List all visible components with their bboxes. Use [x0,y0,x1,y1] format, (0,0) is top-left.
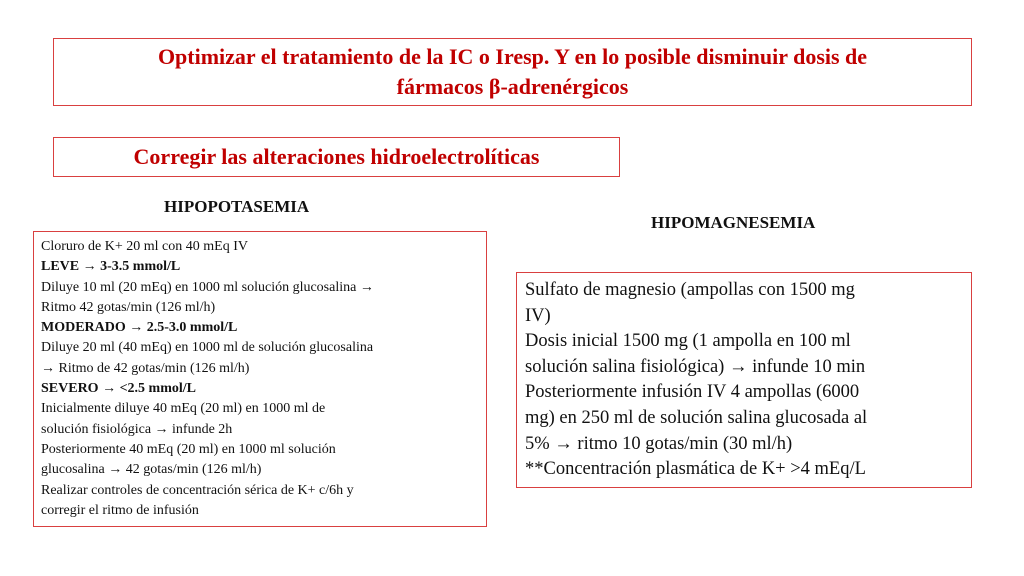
title-line-2: fármacos β-adrenérgicos [396,74,629,99]
k-line: Ritmo 42 gotas/min (126 ml/h) [41,299,216,315]
title-line-1: Optimizar el tratamiento de la IC o Iresp. Y en lo posible disminuir dosis de [157,44,868,69]
k-line: Inicialmente diluye 40 mEq (20 ml) en 1000 ml de [41,401,326,417]
k-line: → Ritmo de 42 gotas/min (126 ml/h) [41,360,250,376]
mg-line: 5% → ritmo 10 gotas/min (30 ml/h) [525,433,793,454]
mg-line: mg) en 250 ml de solución salina glucosada al [525,407,868,428]
k-line: solución fisiológica → infunde 2h [41,421,233,437]
hipomagnesemia-heading: HIPOMAGNESEMIA [651,213,816,232]
subtitle-box [53,137,620,177]
mg-line: **Concentración plasmática de K+ >4 mEq/L [525,459,866,480]
mg-line: Dosis inicial 1500 mg (1 ampolla en 100 ml [525,331,851,352]
k-line-moderado: MODERADO → 2.5-3.0 mmol/L [41,320,238,336]
mg-line: solución salina fisiológica) → infunde 10 min [525,356,866,377]
k-line-severo: SEVERO → <2.5 mmol/L [41,381,196,397]
k-line: glucosalina → 42 gotas/min (126 ml/h) [41,462,262,478]
mg-line: IV) [525,305,551,326]
mg-line: Sulfato de magnesio (ampollas con 1500 mg [525,280,855,300]
hipopotasemia-heading: HIPOPOTASEMIA [164,197,310,216]
title-box [53,38,972,106]
k-line: Cloruro de K+ 20 ml con 40 mEq IV [41,239,248,254]
k-line: corregir el ritmo de infusión [41,502,199,518]
k-line-leve: LEVE → 3-3.5 mmol/L [41,259,181,275]
k-line: Posteriormente 40 mEq (20 ml) en 1000 ml solución [41,441,336,457]
slide-title [148,42,877,102]
k-line: Realizar controles de concentración sérica de K+ c/6h y [41,482,354,498]
k-line: Diluye 10 ml (20 mEq) en 1000 ml solución glucosalina → [41,279,374,295]
hipopotasemia-box [33,231,487,527]
k-line: Diluye 20 ml (40 mEq) en 1000 ml de solución glucosalina [41,340,374,356]
slide-subtitle: Corregir las alteraciones hidroelectrolíticas [133,144,540,169]
hipomagnesemia-box [516,272,972,488]
mg-line: Posteriormente infusión IV 4 ampollas (6000 [525,382,860,403]
